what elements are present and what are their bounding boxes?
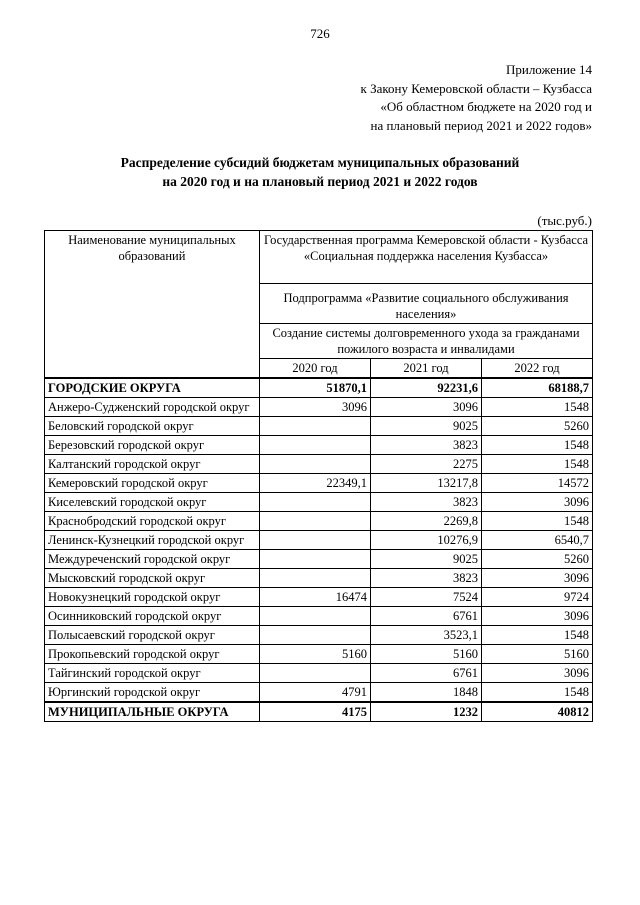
value-2021: 13217,8: [371, 474, 482, 493]
value-2021: 3823: [371, 493, 482, 512]
value-2021: 3823: [371, 569, 482, 588]
row-name: Междуреченский городской округ: [45, 550, 260, 569]
urban-total-row: [45, 378, 593, 398]
row-name: Новокузнецкий городской округ: [45, 588, 260, 607]
row-name: МУНИЦИПАЛЬНЫЕ ОКРУГА: [45, 702, 260, 722]
value-2021: 2275: [371, 455, 482, 474]
year-header: 2020 год: [260, 359, 371, 379]
table-row: [45, 417, 593, 436]
municipal-total-row: [45, 702, 593, 722]
table-row: [45, 493, 593, 512]
row-name: Мысковский городской округ: [45, 569, 260, 588]
units-label: (тыс.руб.): [537, 213, 592, 228]
value-2021: 9025: [371, 417, 482, 436]
table-row: [45, 474, 593, 493]
value-2022: 5260: [482, 417, 593, 436]
appendix-line: на плановый период 2021 и 2022 годов»: [370, 117, 592, 133]
value-2020: 16474: [260, 588, 371, 607]
value-2020: [260, 417, 371, 436]
row-name: Березовский городской округ: [45, 436, 260, 455]
value-2020: 4175: [260, 702, 371, 722]
table-row: [45, 645, 593, 664]
document-title: [0, 153, 640, 191]
value-2020: [260, 436, 371, 455]
value-2021: 6761: [371, 664, 482, 683]
value-2020: [260, 607, 371, 626]
value-2021: 1848: [371, 683, 482, 703]
value-2020: [260, 531, 371, 550]
row-name: Тайгинский городской округ: [45, 664, 260, 683]
value-2021: 10276,9: [371, 531, 482, 550]
value-2022: 1548: [482, 683, 593, 703]
value-2022: 5260: [482, 550, 593, 569]
value-2020: 22349,1: [260, 474, 371, 493]
value-2021: 6761: [371, 607, 482, 626]
title-line: Распределение субсидий бюджетам муниципальных образований: [120, 155, 520, 170]
value-2022: 1548: [482, 398, 593, 417]
value-2022: 3096: [482, 493, 593, 512]
appendix-line: к Закону Кемеровской области – Кузбасса: [360, 80, 592, 96]
value-2020: 3096: [260, 398, 371, 417]
table-row: [45, 588, 593, 607]
value-2022: 1548: [482, 512, 593, 531]
title-line: на 2020 год и на плановый период 2021 и 2022 годов: [162, 174, 478, 189]
table-row: [45, 664, 593, 683]
table-row: [45, 569, 593, 588]
value-2021: 3096: [371, 398, 482, 417]
table-row: [45, 626, 593, 645]
row-name: Юргинский городской округ: [45, 683, 260, 703]
value-2020: [260, 626, 371, 645]
value-2022: 3096: [482, 664, 593, 683]
year-header: 2021 год: [371, 359, 482, 379]
value-2020: [260, 569, 371, 588]
value-2020: [260, 550, 371, 569]
header-row-program: [45, 231, 593, 284]
table-row: [45, 436, 593, 455]
value-2022: 3096: [482, 569, 593, 588]
row-name: Краснобродский городской округ: [45, 512, 260, 531]
value-2022: 3096: [482, 607, 593, 626]
appendix-line: «Об областном бюджете на 2020 год и: [380, 99, 592, 114]
value-2022: 68188,7: [482, 378, 593, 398]
value-2021: 9025: [371, 550, 482, 569]
table-row: [45, 455, 593, 474]
page-number: 726: [310, 26, 330, 41]
value-2020: [260, 512, 371, 531]
value-2022: 40812: [482, 702, 593, 722]
col-name-header: Наименование муниципальных образований: [45, 231, 260, 379]
table-row: [45, 512, 593, 531]
value-2021: 3523,1: [371, 626, 482, 645]
value-2020: [260, 664, 371, 683]
value-2022: 9724: [482, 588, 593, 607]
value-2022: 14572: [482, 474, 593, 493]
row-name: Прокопьевский городской округ: [45, 645, 260, 664]
row-name: Беловский городской округ: [45, 417, 260, 436]
value-2020: 5160: [260, 645, 371, 664]
value-2020: [260, 455, 371, 474]
value-2021: 2269,8: [371, 512, 482, 531]
value-2022: 1548: [482, 626, 593, 645]
value-2021: 92231,6: [371, 378, 482, 398]
value-2022: 1548: [482, 436, 593, 455]
row-name: Ленинск-Кузнецкий городской округ: [45, 531, 260, 550]
row-name: Осинниковский городской округ: [45, 607, 260, 626]
value-2022: 1548: [482, 455, 593, 474]
subsidy-table: [44, 230, 593, 722]
year-header: 2022 год: [482, 359, 593, 379]
value-2022: 5160: [482, 645, 593, 664]
row-name: Киселевский городской округ: [45, 493, 260, 512]
value-2020: 4791: [260, 683, 371, 703]
row-name: Калтанский городской округ: [45, 455, 260, 474]
row-name: Полысаевский городской округ: [45, 626, 260, 645]
value-2022: 6540,7: [482, 531, 593, 550]
row-name: ГОРОДСКИЕ ОКРУГА: [45, 378, 260, 398]
table-row: [45, 531, 593, 550]
activity-header: Создание системы долговременного ухода за гражданами пожилого возраста и инвалидами: [260, 324, 593, 359]
value-2021: 3823: [371, 436, 482, 455]
row-name: Кемеровский городской округ: [45, 474, 260, 493]
value-2021: 5160: [371, 645, 482, 664]
value-2020: [260, 493, 371, 512]
table-row: [45, 398, 593, 417]
value-2021: 7524: [371, 588, 482, 607]
table-row: [45, 550, 593, 569]
row-name: Анжеро-Судженский городской округ: [45, 398, 260, 417]
subprogram-header: Подпрограмма «Развитие социального обслуживания населения»: [260, 284, 593, 324]
value-2020: 51870,1: [260, 378, 371, 398]
table-row: [45, 683, 593, 703]
value-2021: 1232: [371, 702, 482, 722]
appendix-reference: [361, 61, 593, 135]
appendix-line: Приложение 14: [505, 62, 592, 77]
table-row: [45, 607, 593, 626]
program-header: Государственная программа Кемеровской области - Кузбасса «Социальная поддержка населения Кузбасса»: [260, 231, 593, 284]
